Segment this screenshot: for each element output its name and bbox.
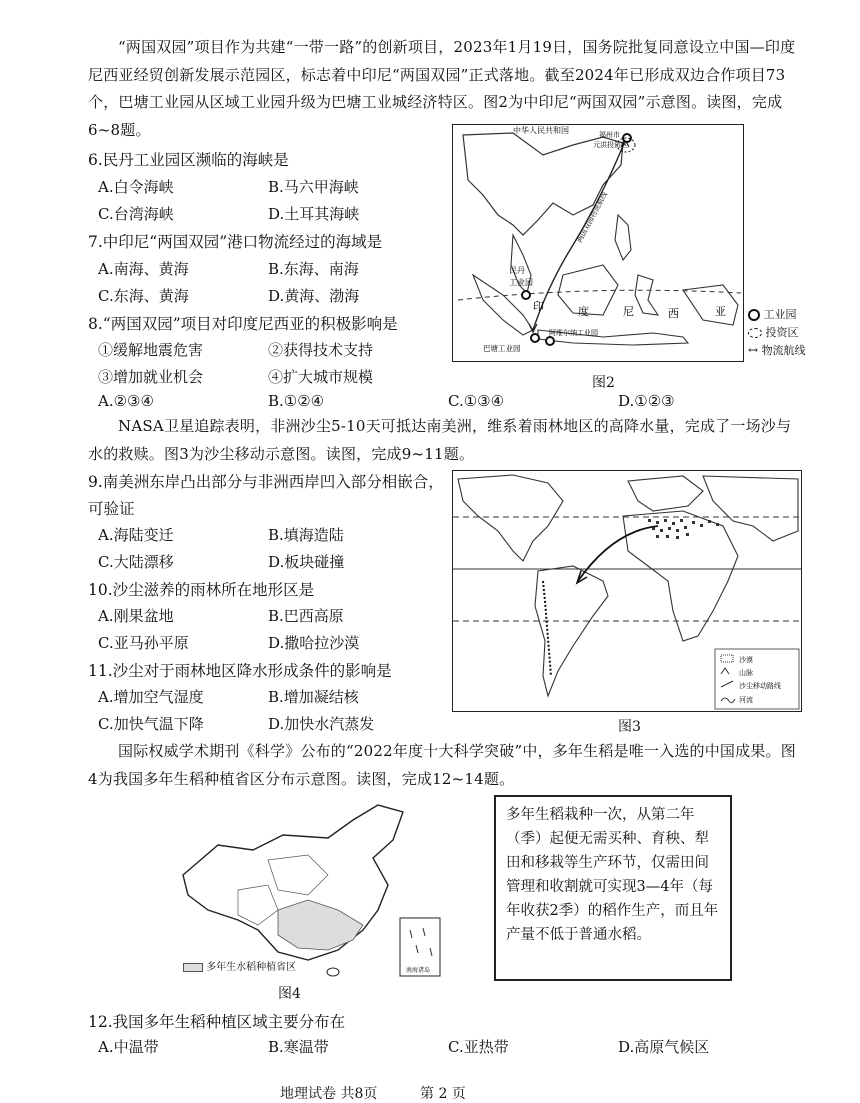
label-xi: 西 [668,307,679,320]
label-du: 度 [578,305,589,318]
fig2-legend-park-label: 工业园 [763,308,797,321]
perennial-rice-info-box: 多年生稻栽种一次，从第二年（季）起便无需买种、育秧、犁田和移栽等生产环节，仅需田间管理和收割就可实现3—4年（每年收获2季）的稻作生产，而且年产量不低于普通水稻。 [494,795,732,981]
question-10-stem: 10.沙尘滋养的雨林所在地形区是 [88,581,315,599]
mindan-park-marker [522,291,530,299]
q10-option-a[interactable]: A.刚果盆地 [98,607,174,625]
q11-option-b[interactable]: B.增加凝结核 [268,688,359,706]
q10-option-b[interactable]: B.巴西高原 [268,607,344,625]
fig4-legend-label: 多年生水稻种植省区 [206,962,297,973]
dust-route-line [578,526,658,581]
figure-4-map-svg [178,800,448,980]
label-ajinan: 阿维尔纳工业园 [549,329,598,337]
q9-option-d[interactable]: D.板块碰撞 [268,553,345,571]
fig3-legend-box [715,649,799,709]
label-route: 两国双园物流航线 [575,190,610,244]
q9-option-b[interactable]: B.填海造陆 [268,526,344,544]
q10-option-c[interactable]: C.亚马孙平原 [98,634,189,652]
label-prc: 中华人民共和国 [513,126,569,135]
q7-option-c[interactable]: C.东海、黄海 [98,287,189,305]
footer-left: 地理试卷 共8页 [280,1086,378,1102]
inset-label: 南海诸岛 [406,967,431,974]
figure-4-caption: 图4 [278,986,301,1002]
figure-3-map [452,470,802,712]
q8-option-c[interactable]: C.①③④ [448,392,505,410]
q8-option-d[interactable]: D.①②③ [618,392,675,410]
q7-option-b[interactable]: B.东海、南海 [268,260,359,278]
q9-option-a[interactable]: A.海陆变迁 [98,526,174,544]
figure-2-caption: 图2 [592,375,615,391]
footer-page-number: 第 2 页 [420,1086,466,1102]
q7-option-d[interactable]: D.黄海、渤海 [268,287,360,305]
q12-option-d[interactable]: D.高原气候区 [618,1038,710,1056]
zone-legend-icon [748,328,762,338]
equator-dashed-line [458,290,741,300]
figure-4-map [178,800,448,980]
q12-option-c[interactable]: C.亚热带 [448,1038,509,1056]
q6-option-c[interactable]: C.台湾海峡 [98,205,174,223]
figure-3-caption: 图3 [618,719,641,735]
fig2-legend-park [748,306,797,322]
q9-option-c[interactable]: C.大陆漂移 [98,553,174,571]
south-america-outline [535,566,608,696]
question-7-stem: 7.中印尼“两国双园”港口物流经过的海域是 [88,233,383,251]
q12-option-a[interactable]: A.中温带 [98,1038,159,1056]
q7-option-a[interactable]: A.南海、黄海 [98,260,189,278]
q11-option-c[interactable]: C.加快气温下降 [98,715,204,733]
question-11-stem: 11.沙尘对于雨林地区降水形成条件的影响是 [88,662,392,680]
rice-legend-icon [183,963,203,972]
sulawesi-outline [635,275,658,315]
fig4-legend [183,958,296,973]
ajinan-park-marker [546,337,554,345]
question-9-stem-line2: 可验证 [88,500,135,518]
q8-statement-2: ②获得技术支持 [268,341,374,359]
q8-statement-4: ④扩大城市规模 [268,368,374,386]
q6-option-b[interactable]: B.马六甲海峡 [268,178,359,196]
asia-outline [703,476,798,541]
figure-2-map-svg [453,125,743,361]
fig2-legend-route [748,342,806,358]
park-legend-icon [748,309,760,321]
perennial-rice-region [278,900,363,950]
intro-paragraph-1: “两国双园”项目作为共建“一带一路”的创新项目，2023年1月19日，国务院批复同意设立中国—印度尼西亚经贸创新发展示范园区，标志着中印尼“两国双园”正式落地。截至2024年已形成双边合作项目73个，巴塘工业园从区域工业园升级为巴塘工业城经济特区。图2为中印尼“两国双园”示意图。读图，完成6~8题。 [88,38,796,139]
fig2-legend-zone [748,324,799,340]
figure-3-map-svg [453,471,801,711]
sahara-desert-pattern [648,519,719,539]
fig3-legend-mountain: 山脉 [739,669,753,677]
q8-option-a[interactable]: A.②③④ [98,392,154,410]
europe-outline [628,476,703,511]
label-yuanhong: 元洪投资区 [593,141,628,149]
question-12-stem: 12.我国多年生稻种植区域主要分布在 [88,1013,346,1031]
north-america-outline [458,475,563,561]
q8-statement-3: ③增加就业机会 [98,368,204,386]
question-6-stem: 6.民丹工业园区濒临的海峡是 [88,151,289,169]
province-boundary-2 [268,855,328,895]
intro-paragraph-3: 国际权威学术期刊《科学》公布的“2022年度十大科学突破”中，多年生稻是唯一入选的中国成果。图4为我国多年生稻种植省区分布示意图。读图，完成12~14题。 [88,742,796,788]
province-boundary [238,885,278,925]
route-legend-icon: ↔ [748,343,759,357]
batang-park-marker [531,334,539,342]
hainan-island [327,968,339,976]
question-9-stem-line1: 9.南美洲东岸凸出部分与非洲西岸凹入部分相嵌合， [88,473,444,491]
q11-option-d[interactable]: D.加快水汽蒸发 [268,715,375,733]
q10-option-d[interactable]: D.撒哈拉沙漠 [268,634,360,652]
label-fuzhou: 福州市 [599,131,620,139]
new-guinea-outline [683,285,738,325]
label-batang: 巴塘工业园 [483,344,521,353]
q6-option-a[interactable]: A.白令海峡 [98,178,174,196]
fig3-legend-dust: 沙尘移动路线 [739,682,781,690]
q11-option-a[interactable]: A.增加空气湿度 [98,688,204,706]
label-yin: 印 [533,300,544,313]
fig3-legend-river: 河流 [739,696,753,704]
q12-option-b[interactable]: B.寒温带 [268,1038,329,1056]
label-ni: 尼 [623,305,634,318]
philippines-outline [615,215,631,260]
fig3-legend-desert: 沙漠 [739,656,753,664]
figure-2-map [452,124,744,362]
q8-option-b[interactable]: B.①②④ [268,392,325,410]
q8-statement-1: ①缓解地震危害 [98,341,204,359]
intro-paragraph-2: NASA卫星追踪表明，非洲沙尘5-10天可抵达南美洲，维系着雨林地区的高降水量，完成了一场沙与水的救赎。图3为沙尘移动示意图。读图，完成9~11题。 [88,417,792,463]
fig2-legend-zone-label: 投资区 [765,326,799,339]
label-gongyeyuan: 工业园 [509,278,533,287]
fig2-legend-route-label: 物流航线 [761,344,806,357]
q6-option-d[interactable]: D.土耳其海峡 [268,205,360,223]
question-8-stem: 8.“两国双园”项目对印度尼西亚的积极影响是 [88,315,398,333]
label-ya: 亚 [715,305,726,318]
label-mindan: 民丹 [509,266,525,275]
